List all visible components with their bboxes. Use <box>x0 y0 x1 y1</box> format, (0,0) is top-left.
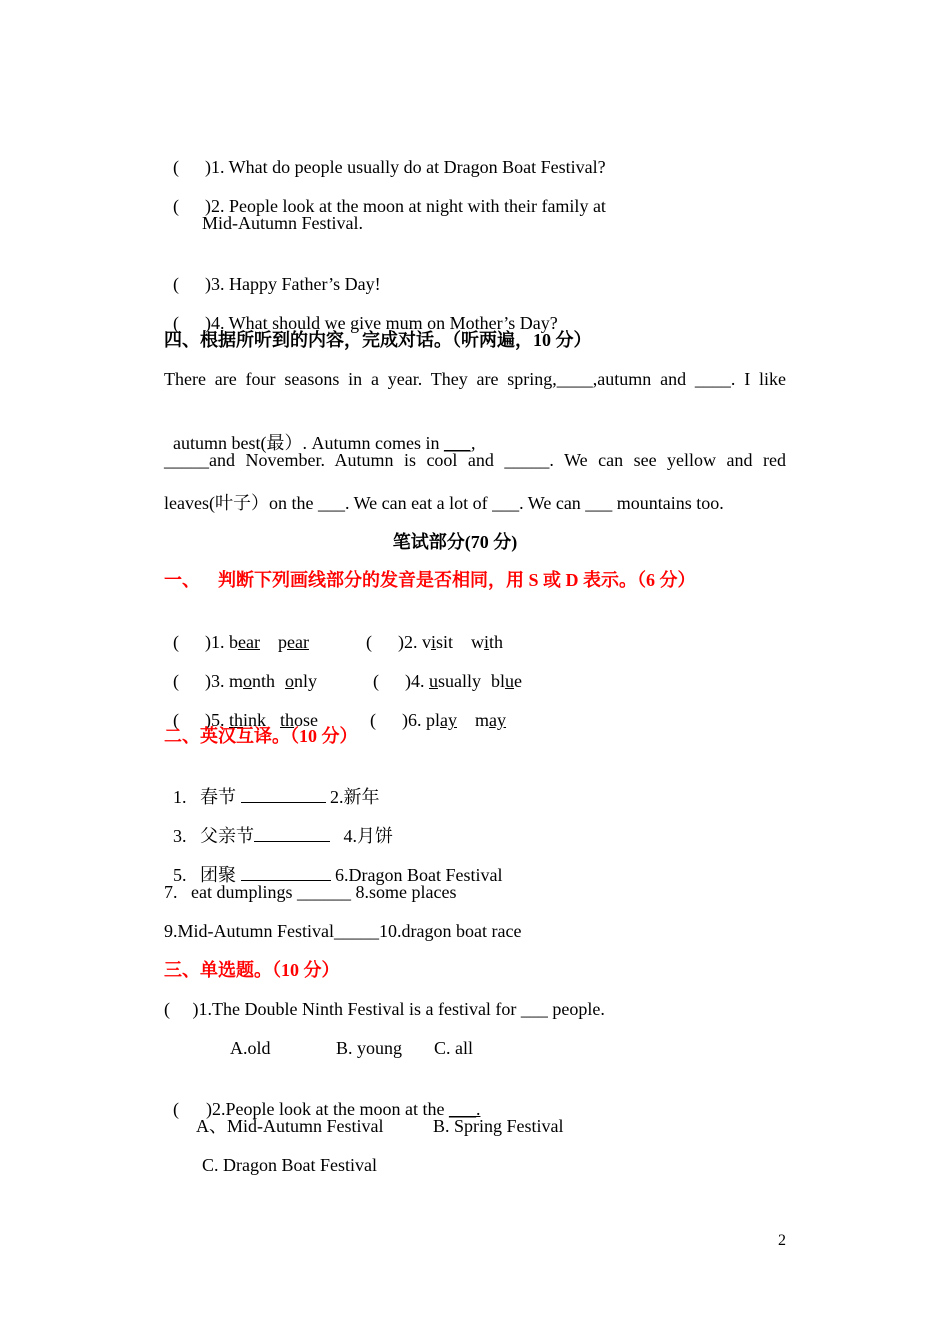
w2-row-1: 1. 春节 2.新年 <box>173 787 380 807</box>
w1-row-1: ( )1. bear pear ( )2. visit with <box>173 632 504 652</box>
listening-q2-continuation: Mid-Autumn Festival. <box>202 213 363 233</box>
w2-heading: 二、英汉互译。（10 分） <box>164 726 358 746</box>
w3-q1-option-a: A.old <box>230 1038 271 1058</box>
w3-q2-option-a: A、Mid-Autumn Festival <box>196 1116 384 1136</box>
section4-line4: leaves(叶子）on the ___. We can eat a lot of ___. We can ___ mountains too. <box>164 493 724 513</box>
w3-heading: 三、单选题。（10 分） <box>164 960 340 980</box>
w2-row-5: 9.Mid-Autumn Festival_____10.dragon boat race <box>164 921 522 941</box>
w2-row-3: 5. 团聚 6.Dragon Boat Festival <box>173 865 503 885</box>
written-part-title: 笔试部分(70 分) <box>392 532 518 552</box>
w3-q1-option-c: C. all <box>434 1038 473 1058</box>
w1-row-3: ( )5. think those ( )6. play may <box>173 710 507 730</box>
w3-q1-option-b: B. young <box>336 1038 403 1058</box>
w3-q2-option-b: B. Spring Festival <box>433 1116 564 1136</box>
w3-q2-option-c: C. Dragon Boat Festival <box>202 1155 377 1175</box>
w1-row-2: ( )3. month only ( )4. usually blue <box>173 671 523 691</box>
listening-q2: ( )2. People look at the moon at night with their family at <box>173 196 606 216</box>
w3-q1: ( )1.The Double Ninth Festival is a festival for ___ people. <box>164 999 605 1019</box>
w2-row-2: 3. 父亲节 4.月饼 <box>173 826 393 846</box>
section4-line1: There are four seasons in a year. They are spring,____,autumn and ____. I like <box>164 369 786 389</box>
page-number: 2 <box>778 1232 786 1249</box>
section4-heading: 四、根据所听到的内容，完成对话。（听两遍，10 分） <box>164 330 592 350</box>
listening-q3: ( )3. Happy Father’s Day! <box>173 274 381 294</box>
w3-q2: ( )2.People look at the moon at the ___. <box>173 1099 481 1119</box>
w2-row-4: 7. eat dumplings ______ 8.some places <box>164 882 457 902</box>
listening-q1: ( )1. What do people usually do at Dragon Boat Festival? <box>173 157 606 177</box>
section4-line2: autumn best(最）. Autumn comes in ___, <box>173 433 476 453</box>
w1-heading: 一、 判断下列画线部分的发音是否相同，用 S 或 D 表示。（6 分） <box>164 570 696 590</box>
section4-line3: _____and November. Autumn is cool and _____. We can see yellow and red <box>164 450 786 470</box>
listening-q4: ( )4. What should we give mum on Mother’s Day? <box>173 313 558 333</box>
